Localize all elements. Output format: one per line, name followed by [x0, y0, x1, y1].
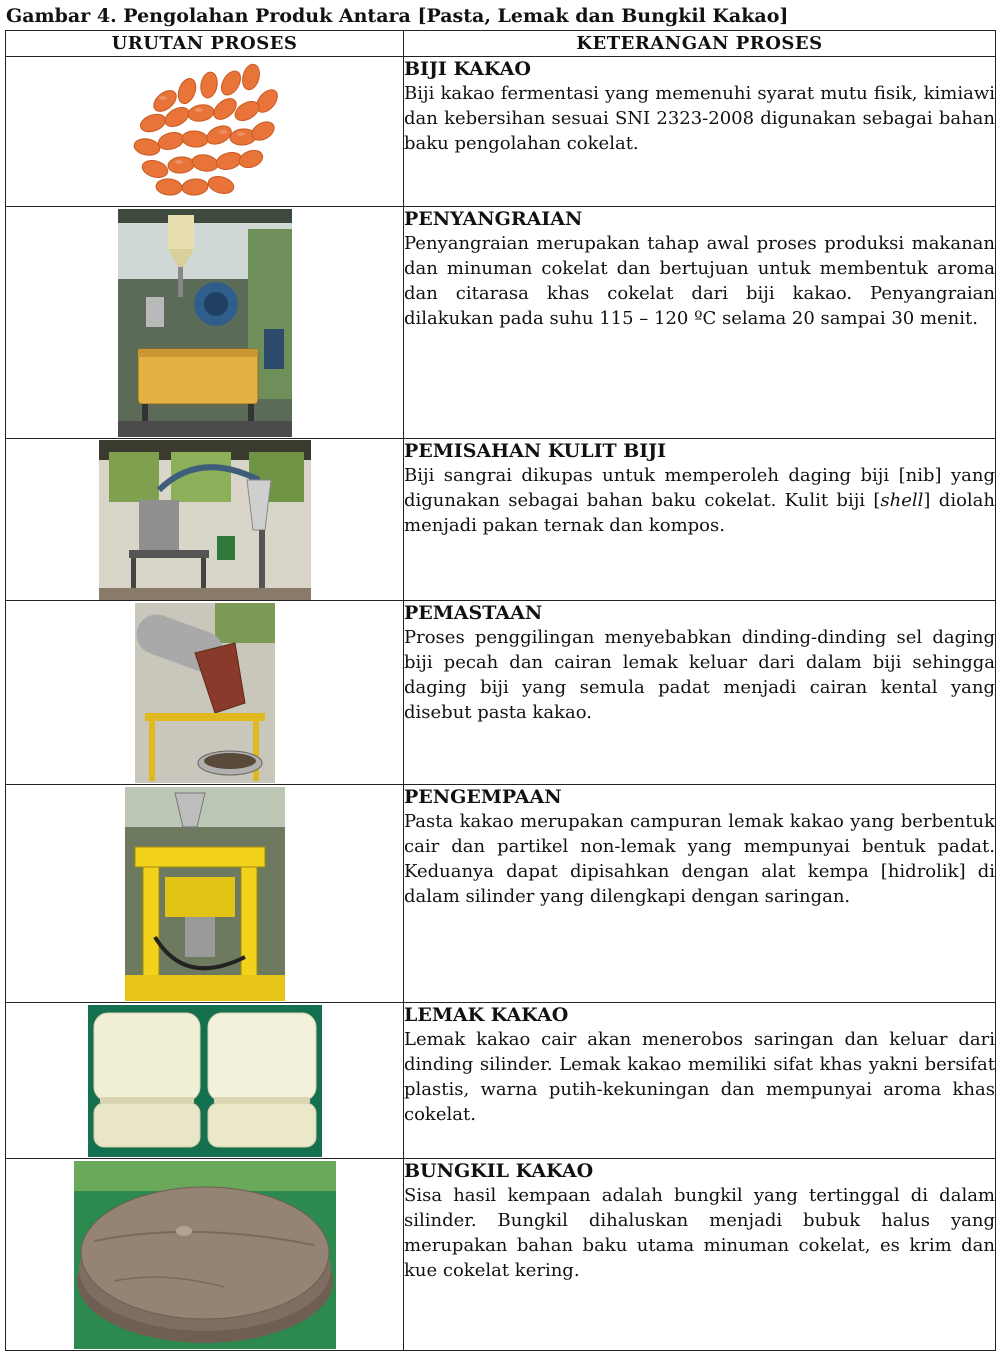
table-row: [6, 439, 996, 601]
step-description-cell: [404, 207, 996, 439]
roaster-machine-photo: [118, 209, 292, 437]
table-row: [6, 601, 996, 785]
step-image-cell: [6, 57, 404, 207]
step-description-cell: [404, 1003, 996, 1159]
step-title: LEMAK KAKAO: [404, 1004, 569, 1026]
step-image-cell: [6, 207, 404, 439]
step-title: PENGEMPAAN: [404, 786, 562, 808]
header-process-description: KETERANGAN PROSES: [404, 31, 996, 57]
step-text: Lemak kakao cair akan menerobos saringan dan keluar dari dinding silinder. Lemak kakao memiliki sifat khas yakni bersifat plastis, warna putih-kekuningan dan mempunyai aroma khas cokelat.: [404, 1029, 995, 1125]
step-text: Penyangraian merupakan tahap awal proses produksi makanan dan minuman cokelat dan bertujuan untuk membentuk aroma dan citarasa khas cokelat dari biji kakao. Penyangraian dilakukan pada suhu 115 – 120 ºC selama 20 sampai 30 menit.: [404, 233, 995, 329]
step-text: Proses penggilingan menyebabkan dinding-dinding sel daging biji pecah dan cairan lemak keluar dari dalam biji sehingga daging biji yang semula padat menjadi cairan kental yang disebut pasta kakao.: [404, 627, 995, 723]
cocoa-butter-blocks-photo: [88, 1005, 322, 1157]
hydraulic-press-photo: [125, 787, 285, 1001]
step-text: Sisa hasil kempaan adalah bungkil yang tertinggal di dalam silinder. Bungkil dihaluskan menjadi bubuk halus yang merupakan bahan baku utama minuman cokelat, es krim dan kue cokelat kering.: [404, 1185, 995, 1281]
step-image-cell: [6, 785, 404, 1003]
grinder-machine-photo: [135, 603, 275, 783]
step-title: PENYANGRAIAN: [404, 208, 583, 230]
step-text-part: ] diolah menjadi pakan ternak dan kompos.: [404, 490, 995, 536]
step-title: PEMISAHAN KULIT BIJI: [404, 440, 667, 462]
step-image-cell: [6, 1159, 404, 1351]
step-text-italic: shell: [880, 490, 924, 511]
table-header-row: [6, 31, 996, 57]
process-table: [5, 30, 996, 1351]
table-row: [6, 207, 996, 439]
step-description-cell: [404, 785, 996, 1003]
cocoa-cake-photo: [74, 1161, 336, 1349]
step-description-cell: [404, 1159, 996, 1351]
step-description-cell: [404, 57, 996, 207]
step-description-cell: [404, 601, 996, 785]
step-text-part: Biji sangrai dikupas untuk memperoleh daging biji [nib] yang digunakan sebagai bahan baku cokelat. Kulit biji [: [404, 465, 995, 511]
table-row: [6, 57, 996, 207]
cocoa-beans-photo: [125, 61, 285, 203]
step-text: Pasta kakao merupakan campuran lemak kakao yang berbentuk cair dan partikel non-lemak yang mempunyai bentuk padat. Keduanya dapat dipisahkan dengan alat kempa [hidrolik] di dalam silinder yang dilengkapi dengan saringan.: [404, 811, 995, 907]
step-text: Biji kakao fermentasi yang memenuhi syarat mutu fisik, kimiawi dan kebersihan sesuai SNI 2323-2008 digunakan sebagai bahan baku pengolahan cokelat.: [404, 83, 995, 154]
winnower-machine-photo: [99, 440, 311, 600]
step-text: [404, 463, 995, 538]
step-title: BUNGKIL KAKAO: [404, 1160, 594, 1182]
table-row: [6, 785, 996, 1003]
table-row: [6, 1003, 996, 1159]
table-row: [6, 1159, 996, 1351]
step-title: BIJI KAKAO: [404, 58, 531, 80]
header-process-order: URUTAN PROSES: [6, 31, 404, 57]
step-description-cell: [404, 439, 996, 601]
figure-caption: Gambar 4. Pengolahan Produk Antara [Pasta, Lemak dan Bungkil Kakao]: [6, 5, 789, 27]
step-image-cell: [6, 601, 404, 785]
step-image-cell: [6, 439, 404, 601]
step-title: PEMASTAAN: [404, 602, 543, 624]
step-image-cell: [6, 1003, 404, 1159]
